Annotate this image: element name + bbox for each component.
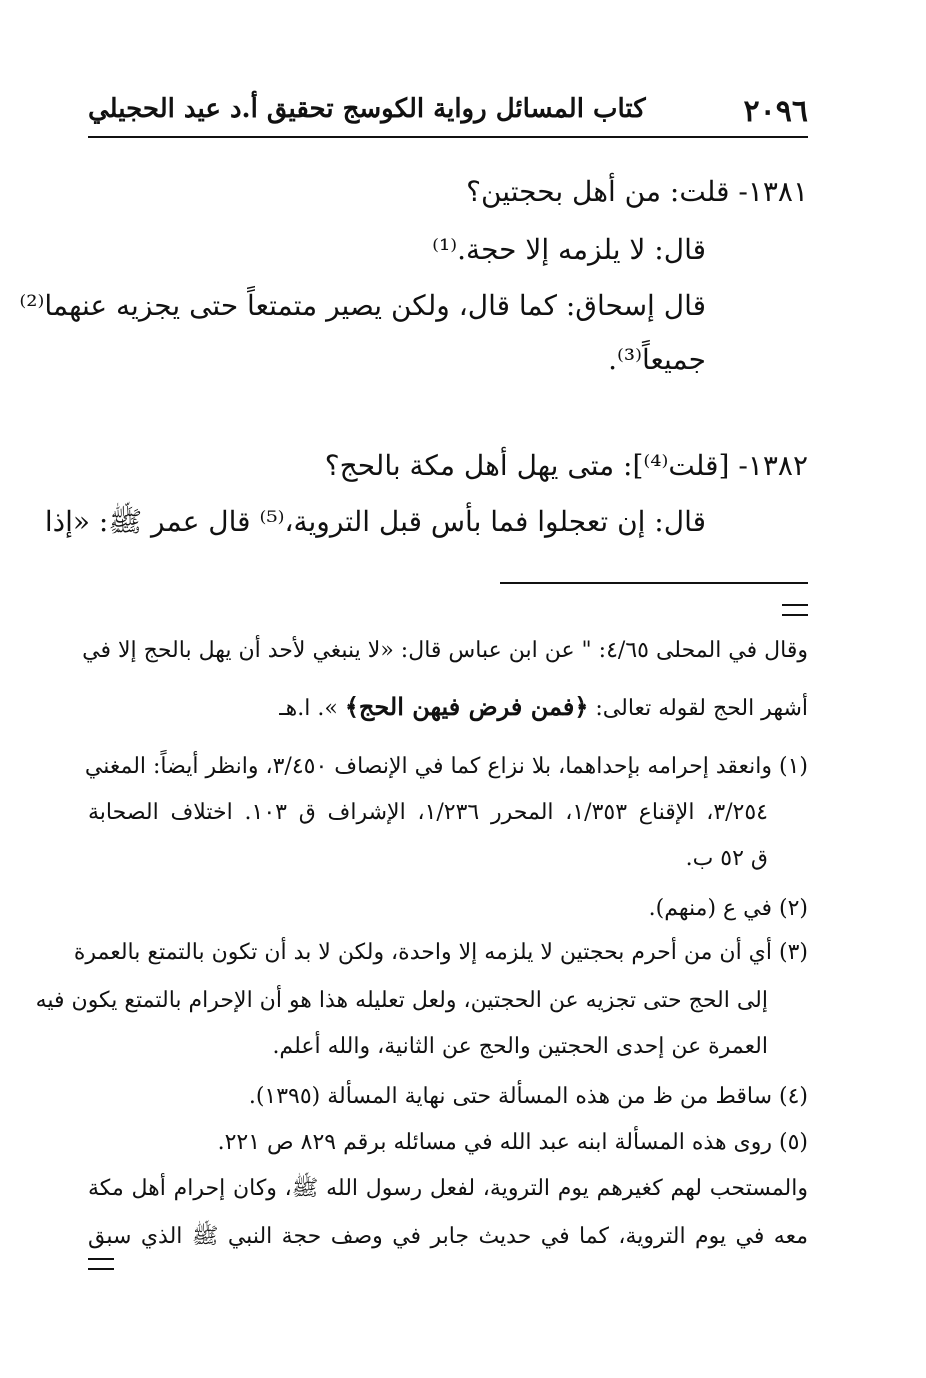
footnote-carryover-line: وقال في المحلى ٤/٦٥: " عن ابن عباس قال: «لا ينبغي لأحد أن يهل بالحج إلا في [82, 638, 808, 663]
quran-verse: ﴿فمن فرض فيهن الحج﴾ [344, 692, 589, 721]
continuation-mark-bottom [88, 1258, 114, 1270]
footnote-2: (٢) في ع (منهم). [648, 896, 808, 921]
footnote-1: (١) وانعقد إحرامه بإحداهما، بلا نزاع كما في الإنصاف ٣/٤٥٠، وانظر أيضاً: المغني [84, 754, 808, 779]
footnote-3-cont: العمرة عن إحدى الحجتين والحج عن الثانية، والله أعلم. [272, 1034, 768, 1059]
footnote-1-cont: ٣/٢٥٤، الإقناع ١/٣٥٣، المحرر ١/٢٣٦، الإشراف ق ١٠٣. اختلاف الصحابة [88, 800, 768, 825]
page-number: ٢٠٩٦ [743, 94, 808, 129]
footnote-separator [500, 582, 808, 584]
footnote-text: ». ا.هـ [279, 696, 338, 721]
continuation-mark-top [782, 604, 808, 616]
page-header [88, 92, 808, 134]
footnote-3: (٣) أي أن من أحرم بحجتين لا يلزمه إلا واحدة، ولكن لا بد أن تكون بالتمتع بالعمرة [73, 940, 808, 965]
issue-1381-question: ١٣٨١- قلت: من أهل بحجتين؟ [466, 175, 808, 208]
header-rule [88, 136, 808, 138]
issue-1382-answer: قال: إن تعجلوا فما بأس قبل التروية،⁽⁵⁾ قال عمر ﷺ: «إذا [44, 505, 706, 538]
footnote-text: أشهر الحج لقوله تعالى: [595, 696, 808, 721]
issue-1381-answer: قال: لا يلزمه إلا حجة.⁽¹⁾ [432, 233, 706, 266]
footnote-carryover-line: والمستحب لهم كغيرهم يوم التروية، لفعل رسول الله ﷺ، وكان إحرام أهل مكة [88, 1176, 808, 1201]
footnote-3-cont: إلى الحج حتى تجزيه عن الحجتين، ولعل تعليله هذا هو أن الإحرام بالتمتع يكون فيه [35, 988, 768, 1013]
footnote-1-cont: ق ٥٢ ب. [685, 846, 768, 871]
issue-1381-ishaq: قال إسحاق: كما قال، ولكن يصير متمتعاً حتى يجزيه عنهما⁽²⁾ [19, 289, 706, 322]
running-title: كتاب المسائل رواية الكوسج تحقيق أ.د عيد الحجيلي [88, 94, 646, 124]
issue-1382-question: ١٣٨٢- [قلت⁽⁴⁾]: متى يهل أهل مكة بالحج؟ [324, 449, 808, 482]
footnote-carryover-line: معه في يوم التروية، كما في حديث جابر في وصف حجة النبي ﷺ الذي سبق [88, 1224, 808, 1249]
footnote-4: (٤) ساقط من ظ من هذه المسألة حتى نهاية المسألة (١٣٩٥). [248, 1084, 808, 1109]
issue-1381-ishaq-cont: جميعاً⁽³⁾. [608, 343, 706, 376]
footnote-carryover-line [88, 690, 808, 726]
footnote-5: (٥) روى هذه المسألة ابنه عبد الله في مسائله برقم ٨٢٩ ص ٢٢١. [217, 1130, 808, 1155]
